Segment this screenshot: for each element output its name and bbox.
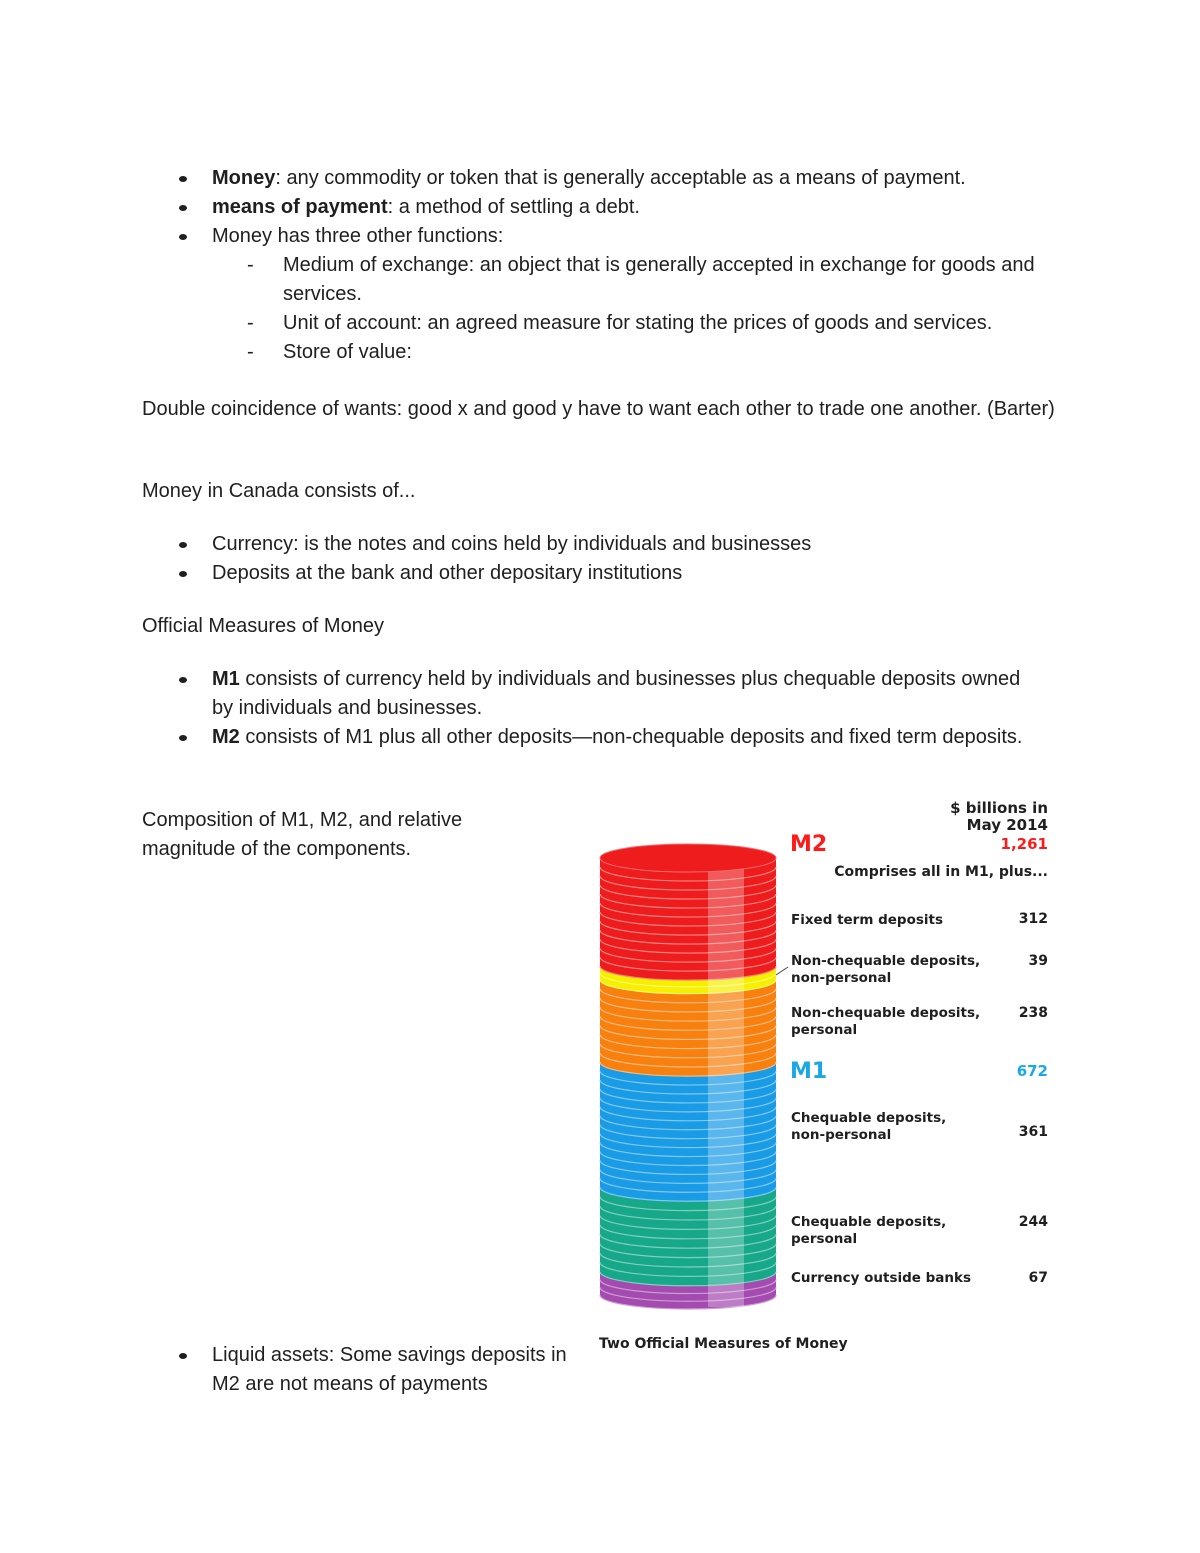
definition: consists of currency held by individuals and businesses plus chequable deposits owned by individuals and businesses. [212, 668, 1021, 719]
list-item [142, 1341, 587, 1399]
component-label-line2: personal [791, 1231, 858, 1247]
bullet-icon [179, 571, 187, 577]
component-label-line2: non-personal [791, 1127, 892, 1143]
m2-value: 1,261 [1000, 835, 1048, 853]
list-item [142, 193, 1092, 222]
component-label: Fixed term deposits [791, 912, 944, 928]
units-label-line2: May 2014 [966, 816, 1048, 834]
component-label: Non-chequable deposits, [791, 953, 981, 969]
function-text: Store of value: [283, 341, 412, 363]
money-measures-figure [590, 790, 1090, 1370]
canada-heading: Money in Canada consists of... [142, 480, 416, 502]
dash-icon: - [247, 341, 254, 363]
list-item [142, 723, 1042, 752]
component-value: 238 [1018, 1005, 1048, 1021]
list-item [212, 251, 1058, 309]
function-text: Medium of exchange: an object that is generally accepted in exchange for goods and services. [283, 254, 1035, 305]
item-text: Currency: is the notes and coins held by individuals and businesses [212, 533, 812, 555]
function-text: Unit of account: an agreed measure for stating the prices of goods and services. [283, 312, 993, 334]
bullet-icon [179, 677, 187, 683]
m2-subtitle: Comprises all in M1, plus... [834, 864, 1048, 880]
bullet-icon [179, 542, 187, 548]
stack-highlight [708, 858, 744, 1307]
m1-value: 672 [1016, 1062, 1048, 1080]
official-heading: Official Measures of Money [142, 615, 384, 637]
definition: consists of M1 plus all other deposits—non-chequable deposits and fixed term deposits. [239, 726, 1023, 748]
functions-list [212, 251, 1058, 367]
definitions-list [142, 164, 1092, 367]
component-label: Chequable deposits, [791, 1214, 947, 1230]
composition-caption: Composition of M1, M2, and relative magnitude of the components. [142, 809, 463, 860]
list-item [142, 665, 1042, 723]
component-value: 361 [1018, 1124, 1048, 1140]
figure-caption: Two Official Measures of Money [599, 1336, 848, 1352]
coin-stack [600, 844, 776, 1309]
component-value: 312 [1018, 911, 1048, 927]
units-label-line1: $ billions in [950, 799, 1048, 817]
item-text: Liquid assets: Some savings deposits in M2 are not means of payments [212, 1344, 567, 1395]
list-item [142, 559, 1092, 588]
definition: Money has three other functions: [212, 225, 504, 247]
m1-label: M1 [790, 1059, 828, 1084]
list-item [142, 530, 1092, 559]
list-item [212, 309, 1058, 338]
component-label: Non-chequable deposits, [791, 1005, 981, 1021]
canada-list [142, 530, 1092, 588]
term: M2 [212, 726, 240, 748]
bullet-icon [179, 205, 187, 211]
stack-top-face [600, 844, 776, 872]
list-item [212, 338, 1058, 367]
dash-icon: - [247, 312, 254, 334]
definition: : any commodity or token that is generally acceptable as a means of payment. [275, 167, 966, 189]
bullet-icon [179, 234, 187, 240]
bullet-icon [179, 1353, 187, 1359]
measures-list [142, 665, 1042, 752]
barter-paragraph: Double coincidence of wants: good x and good y have to want each other to trade one another. (Barter) [142, 398, 1055, 420]
term: Money [212, 167, 276, 189]
component-label: Chequable deposits, [791, 1110, 947, 1126]
definition: : a method of settling a debt. [387, 196, 640, 218]
dash-icon: - [247, 254, 254, 276]
bullet-icon [179, 735, 187, 741]
list-item [142, 164, 1092, 193]
liquid-list [142, 1341, 587, 1399]
leader-line [776, 967, 788, 975]
component-label-line2: non-personal [791, 970, 892, 986]
component-label: Currency outside banks [791, 1270, 972, 1286]
bullet-icon [179, 176, 187, 182]
component-label-line2: personal [791, 1022, 858, 1038]
m2-label: M2 [790, 832, 828, 857]
component-value: 67 [1028, 1270, 1048, 1286]
list-item [142, 222, 1092, 367]
term: M1 [212, 668, 240, 690]
item-text: Deposits at the bank and other depositary institutions [212, 562, 683, 584]
term: means of payment [212, 196, 388, 218]
component-value: 244 [1018, 1214, 1048, 1230]
component-value: 39 [1028, 953, 1048, 969]
